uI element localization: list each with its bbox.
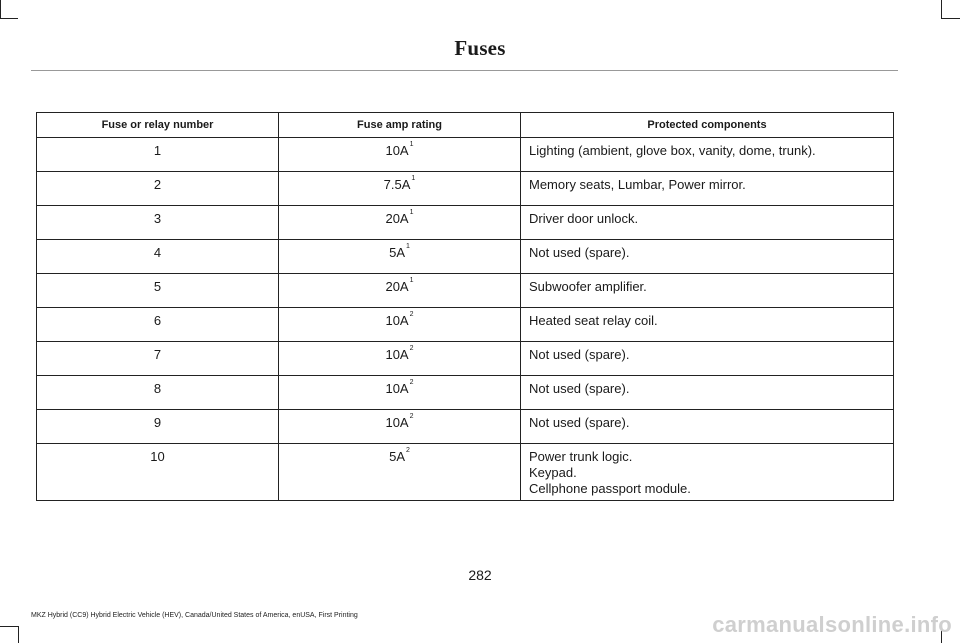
amp-rating-cell [279,376,521,410]
protected-components-cell [521,138,894,172]
fuse-table-body [37,138,894,501]
amp-rating-value: 10A [385,143,409,158]
protected-components-cell [521,274,894,308]
table-row [37,376,894,410]
footnote-marker: 2 [409,413,414,420]
column-header-amp-rating: Fuse amp rating [279,113,521,138]
fuse-number-cell: 7 [37,342,279,376]
footnote-marker: 1 [409,277,414,284]
footnote-marker: 2 [409,345,414,352]
table-row [37,138,894,172]
table-row [37,410,894,444]
protected-component: Not used (spare). [529,415,630,430]
amp-rating-cell [279,410,521,444]
table-row [37,342,894,376]
protected-component: Memory seats, Lumbar, Power mirror. [529,177,746,192]
table-row [37,172,894,206]
amp-rating-cell [279,274,521,308]
footer-text: MKZ Hybrid (CC9) Hybrid Electric Vehicle (HEV), Canada/United States of America, enUSA, First Printing [31,612,358,619]
table-row [37,308,894,342]
protected-component: Subwoofer amplifier. [529,279,647,294]
fuse-number-cell: 3 [37,206,279,240]
table-header-row [37,113,894,138]
fuse-table [36,112,894,501]
table-row [37,240,894,274]
amp-rating-cell [279,138,521,172]
footnote-marker: 2 [409,379,414,386]
protected-component: Keypad. [529,465,577,480]
column-header-fuse-number: Fuse or relay number [37,113,279,138]
fuse-number-cell: 8 [37,376,279,410]
footnote-marker: 2 [406,447,410,454]
protected-component: Lighting (ambient, glove box, vanity, dome, trunk). [529,143,816,158]
protected-component: Driver door unlock. [529,211,639,226]
footnote-marker: 1 [406,243,410,250]
protected-components-cell [521,444,894,501]
crop-mark-bottom-left [18,626,19,643]
title-divider [31,70,898,71]
fuse-number-cell: 1 [37,138,279,172]
amp-rating-value: 10A [385,347,409,362]
amp-rating-cell [279,444,521,501]
page-number: 282 [468,567,492,583]
crop-mark-top-right [941,18,960,19]
protected-components-cell [521,206,894,240]
crop-mark-top-right [941,0,942,18]
protected-components-cell [521,308,894,342]
footnote-marker: 1 [409,141,414,148]
protected-components-cell [521,376,894,410]
table-row [37,274,894,308]
table-row [37,444,894,501]
amp-rating-value: 10A [385,313,409,328]
protected-components-cell [521,342,894,376]
amp-rating-cell [279,206,521,240]
crop-mark-top-left [0,0,1,18]
amp-rating-value: 5A [389,449,405,464]
amp-rating-cell [279,308,521,342]
fuse-number-cell: 6 [37,308,279,342]
fuse-number-cell: 2 [37,172,279,206]
footnote-marker: 1 [409,209,414,216]
protected-component: Not used (spare). [529,347,630,362]
amp-rating-value: 20A [385,211,409,226]
protected-component: Heated seat relay coil. [529,313,658,328]
section-title: Fuses [454,36,506,60]
table-row [37,206,894,240]
amp-rating-cell [279,172,521,206]
protected-component: Cellphone passport module. [529,481,691,496]
amp-rating-value: 7.5A [383,177,411,192]
fuse-number-cell: 5 [37,274,279,308]
amp-rating-value: 20A [385,279,409,294]
amp-rating-cell [279,342,521,376]
protected-components-cell [521,410,894,444]
fuse-number-cell: 9 [37,410,279,444]
crop-mark-bottom-left [0,626,18,627]
protected-components-cell [521,172,894,206]
footnote-marker: 2 [409,311,414,318]
protected-component: Not used (spare). [529,381,630,396]
amp-rating-value: 10A [385,415,409,430]
crop-mark-top-left [0,18,18,19]
footnote-marker: 1 [411,175,416,182]
column-header-protected-components: Protected components [521,113,894,138]
protected-component: Not used (spare). [529,245,630,260]
amp-rating-value: 10A [385,381,409,396]
amp-rating-value: 5A [389,245,405,260]
amp-rating-cell [279,240,521,274]
fuse-number-cell: 4 [37,240,279,274]
protected-component: Power trunk logic. [529,449,633,464]
fuse-number-cell: 10 [37,444,279,501]
watermark: carmanualsonline.info [712,612,952,637]
protected-components-cell [521,240,894,274]
